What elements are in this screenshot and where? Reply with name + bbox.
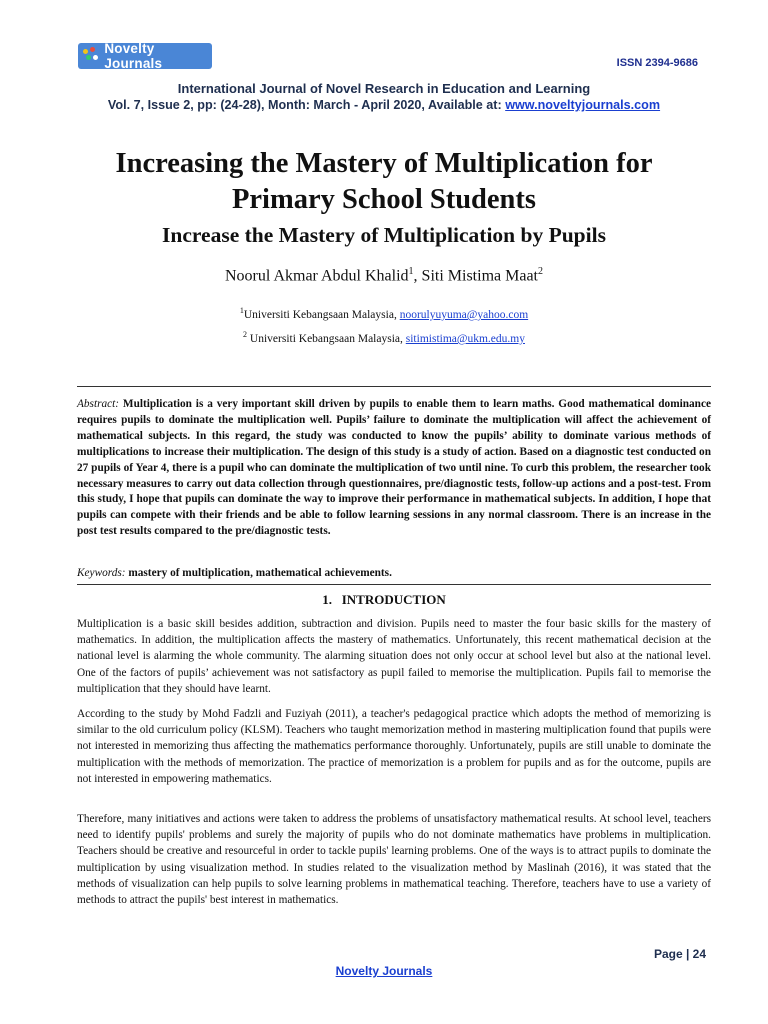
journal-logo [78, 43, 212, 69]
journal-info-text: Vol. 7, Issue 2, pp: (24-28), Month: March - April 2020, Available at: [107, 98, 506, 112]
journal-info [0, 98, 768, 112]
author-separator: , [413, 267, 422, 285]
logo-text: Novelty Journals [104, 41, 163, 71]
affiliation-1 [0, 306, 768, 321]
intro-paragraph-2: According to the study by Mohd Fadzli and Fuziyah (2011), a teacher's pedagogical practice which adopts the method of memorizing is similar to the old curriculum policy (KLSM). Teachers who taught memorization method in mastering multiplication found that pupils were not interested in memorizing thus affecting the mathematics performance thoroughly. Unfortunately, pupils are still unable to dominate the multiplication with the methods of memorization. The practice of memorization is a problem for pupils and as for the outcome, pupils are not interested in empowering mathematics. [77, 708, 711, 785]
affiliation-2-email-link[interactable]: sitimistima@ukm.edu.my [405, 332, 525, 345]
section-heading-introduction: 1. INTRODUCTION [322, 592, 446, 607]
abstract-label: Abstract: [77, 398, 120, 410]
author-2-sup: 2 [538, 266, 543, 277]
author-1: Noorul Akmar Abdul Khalid [225, 267, 409, 285]
keywords [77, 567, 711, 579]
footer-journal-link[interactable]: Novelty Journals [335, 964, 433, 978]
intro-paragraph-3: Therefore, many initiatives and actions were taken to address the problems of unsatisfactory mathematical results. At school level, teachers need to identify pupils' problems and surely the majority of pupils who do not dominate mathematics have problems in multiplication. Teachers should be creative and resourceful in order to tackle pupils' learning problems. One of the ways is to attract pupils to dominate the multiplication by using visualization method. In studies related to the visualization method by Maslinah (2016), it was stated that the methods of visualization can help pupils to solve learning problems in mathematical teaching. Therefore, teachers have to use a variety of methods to attract the pupils' best interest in mathematics. [77, 813, 711, 907]
journal-title: International Journal of Novel Research in Education and Learning [177, 81, 591, 96]
keywords-text: mastery of multiplication, mathematical achievements. [125, 567, 392, 579]
paper-title-line2: Primary School Students [231, 184, 536, 215]
issn-label: ISSN 2394-9686 [616, 57, 698, 69]
paper-subtitle: Increase the Mastery of Multiplication by Pupils [162, 223, 606, 247]
authors-line [0, 266, 768, 285]
logo-dots-icon [83, 47, 100, 65]
affiliation-1-sup: 1 [239, 306, 244, 315]
page-number: Page | 24 [653, 947, 706, 961]
affiliation-2 [0, 330, 768, 345]
keywords-label: Keywords: [77, 567, 126, 579]
abstract-top-rule [77, 386, 711, 387]
abstract-text: Multiplication is a very important skill driven by pupils to enable them to learn maths. Good mathematical dominance requires pupils to dominate the multiplication well. Pupils’ failure to dominate the multiplication will affect the achievement of mathematical subjects. In this regard, the study was conducted to know the pupils’ ability to dominate various methods of multiplications to increase their multiplication. The design of this study is a study of action. Based on a diagnostic test conducted on 27 pupils of Year 4, there is a pupil who can dominate the multiplication of two until nine. To curb this problem, the researcher took necessary measures to carry out data collection through questionnaires, pre/diagnostic tests, follow-up actions and a post-test. From this study, I hope that pupils can dominate the way to improve their performance in mathematical subjects. In addition, I hope that pupils can compete with their friends and be able to follow learning sessions in any normal classroom. There is an increase in the post test results compared to the pre/diagnostic tests. [77, 398, 711, 538]
author-2: Siti Mistima Maat [421, 267, 538, 285]
author-1-sup: 1 [408, 266, 414, 277]
abstract [77, 397, 711, 540]
intro-paragraph-1: Multiplication is a basic skill besides addition, subtraction and division. Pupils need to master the four basic skills for the mastery of mathematics. In addition, the multiplication affects the mastery of mathematics. Unfortunately, this recent mathematical decision at the national level is alarming the whole community. The alarming situation does not only occur at school level but also at the national level. One of the factors of pupils’ achievement was not satisfactory as pupil failed to memorise the multiplication. Pupils fail to memorise the multiplication that they should have learnt. [77, 618, 711, 695]
abstract-bottom-rule [77, 584, 711, 585]
journal-website-link[interactable]: www.noveltyjournals.com [505, 98, 661, 112]
affiliation-2-text: Universiti Kebangsaan Malaysia, [247, 332, 406, 345]
affiliation-1-text: Universiti Kebangsaan Malaysia, [243, 308, 400, 321]
footer [0, 964, 768, 978]
affiliation-1-email-link[interactable]: noorulyuyuma@yahoo.com [399, 308, 529, 321]
paper-title-line1: Increasing the Mastery of Multiplication for [115, 148, 653, 179]
paper-title [0, 146, 768, 218]
affiliation-2-sup: 2 [243, 330, 248, 339]
